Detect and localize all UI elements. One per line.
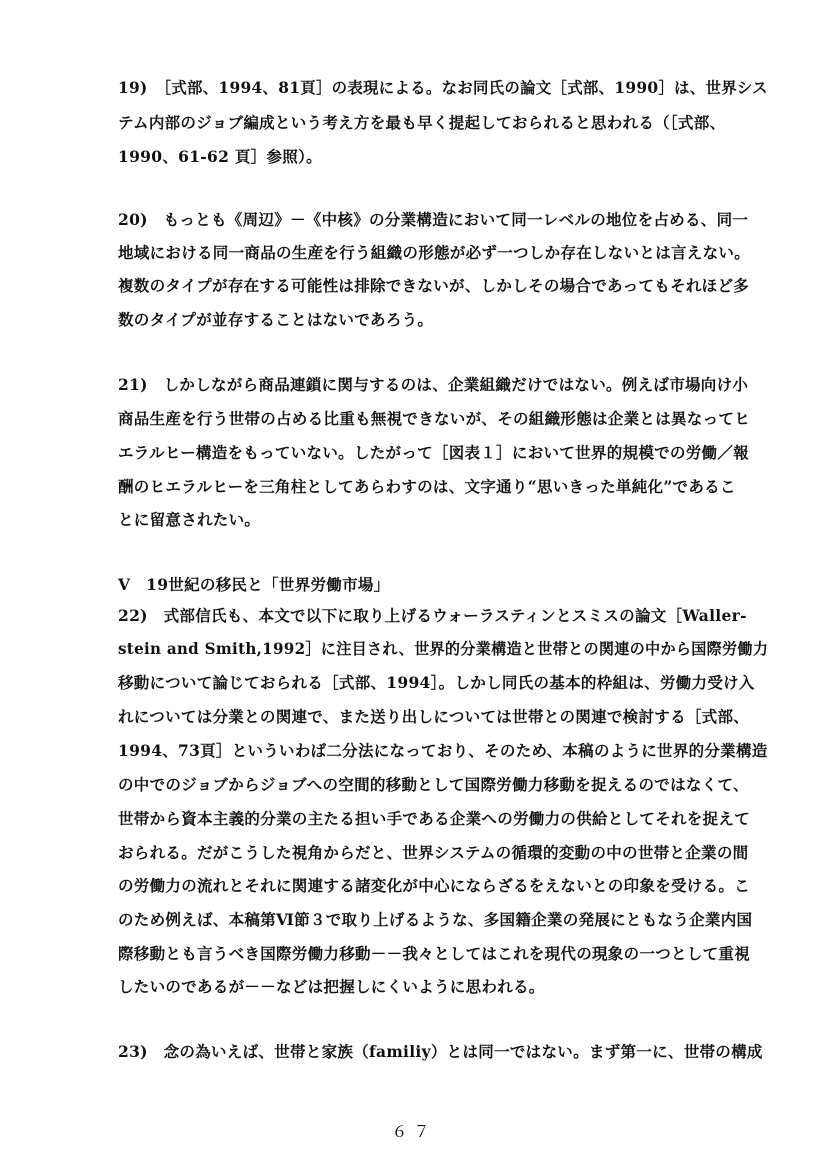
note-19-line-1: 19) ［式部、1994、81頁］の表現による。なお同氏の論文［式部、1990］は、世界シス — [118, 78, 768, 97]
note-22-line-5: 1994、73頁］といういわば二分法になっており、そのため、本稿のように世界的分業構造 — [118, 741, 768, 760]
note-22-line-10: のため例えば、本稿第Ⅵ節３で取り上げるような、多国籍企業の発展にともなう企業内国 — [118, 910, 753, 929]
section-heading: Ⅴ 19世紀の移民と「世界労働市場」 — [118, 575, 390, 594]
note-21-line-3: エラルヒー構造をもっていない。したがって［図表１］において世界的規模での労働／報 — [118, 443, 749, 462]
note-19-line-3: 1990、61-62 頁］参照）。 — [118, 147, 322, 166]
note-22-line-6: の中でのジョブからジョブへの空間的移動として国際労働力移動を捉えるのではなくて、 — [118, 775, 749, 794]
note-21-line-4: 酬のヒエラルヒーを三角柱としてあらわすのは、文字通り“思いきった単純化”であるこ — [118, 477, 736, 496]
note-22-line-8: おられる。だがこうした視角からだと、世界システムの循環的変動の中の世帯と企業の間 — [118, 843, 749, 862]
note-22-line-1: 22) 式部信氏も、本文で以下に取り上げるウォーラスティンとスミスの論文［Waller- — [118, 606, 747, 625]
note-20-line-3: 複数のタイプが存在する可能性は排除できないが、しかしその場合であってもそれほど多 — [118, 276, 750, 295]
note-20-line-4: 数のタイプが並存することはないであろう。 — [118, 310, 434, 329]
note-22-line-12: したいのであるが－－などは把握しにくいように思われる。 — [118, 977, 545, 996]
note-21-line-1: 21) しかしながら商品連鎖に関与するのは、企業組織だけではない。例えば市場向け小 — [118, 375, 749, 394]
note-21-line-2: 商品生産を行う世帯の占める比重も無視できないが、その組織形態は企業とは異なってヒ — [118, 409, 751, 428]
note-22-line-11: 際移動とも言うべき国際労働力移動－－我々としてはこれを現代の現象の一つとして重視 — [118, 944, 751, 963]
page-number: ６７ — [391, 1122, 436, 1141]
note-20-line-1: 20) もっとも《周辺》－《中核》の分業構造において同一レベルの地位を占める、同一 — [118, 210, 749, 229]
note-21-line-5: とに留意されたい。 — [118, 510, 261, 529]
note-22-line-9: の労働力の流れとそれに関連する諸変化が中心にならざるをえないとの印象を受ける。こ — [118, 876, 751, 895]
note-20-line-2: 地域における同一商品の生産を行う組織の形態が必ず一つしか存在しないとは言えない。 — [118, 243, 751, 262]
note-22-line-4: れについては分業との関連で、また送り出しについては世帯との関連で検討する［式部、 — [118, 707, 750, 726]
note-22-line-7: 世帯から資本主義的分業の主たる担い手である企業への労働力の供給としてそれを捉えて — [118, 809, 751, 828]
note-19-line-2: テム内部のジョブ編成という考え方を最も早く提起しておられると思われる（［式部、 — [118, 113, 726, 132]
note-22-line-2: stein and Smith,1992］に注目され、世界的分業構造と世帯との関連の中から国際労働力 — [118, 639, 769, 658]
note-22-line-3: 移動について論じておられる［式部、1994］。しかし同氏の基本的枠組は、労働力受け入 — [118, 673, 755, 692]
note-23-line-1: 23) 念の為いえば、世帯と家族（familiy）とは同一ではない。まず第一に、世帯の構成 — [118, 1042, 763, 1061]
